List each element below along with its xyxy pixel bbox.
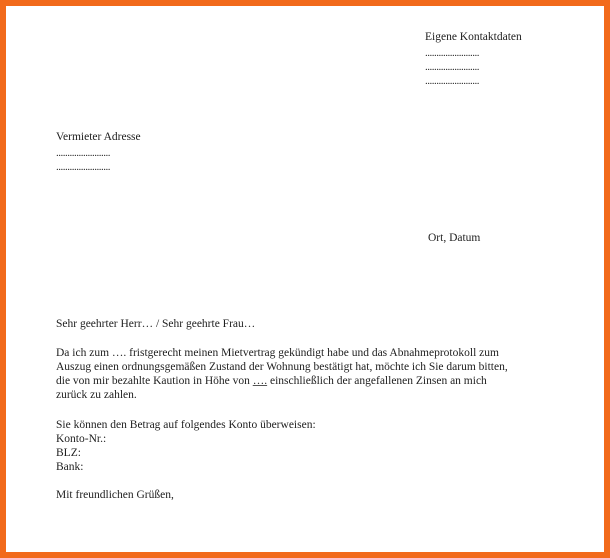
closing: Mit freundlichen Grüßen, xyxy=(56,489,174,501)
deposit-amount-blank: …. xyxy=(252,375,268,387)
account-intro: Sie können den Betrag auf folgendes Konto überweisen: xyxy=(56,419,316,431)
paragraph1-line2: Auszug einen ordnungsgemäßen Zustand der Wohnung bestätigt hat, möchte ich Sie darum bitten, xyxy=(56,361,508,373)
paragraph1-line3-text-c: einschließlich der angefallenen Zinsen an mich xyxy=(267,375,487,387)
letter-page xyxy=(6,6,604,552)
paragraph1-line3 xyxy=(56,374,487,388)
sender-line-3: ........................ xyxy=(425,75,479,87)
paragraph1-line4: zurück zu zahlen. xyxy=(56,389,137,401)
sender-line-1: ........................ xyxy=(425,47,479,59)
place-date: Ort, Datum xyxy=(428,232,481,244)
paragraph1-line3-text-a: die von mir bezahlte Kaution in Höhe von xyxy=(56,375,250,387)
recipient-line-2: ........................ xyxy=(56,161,110,173)
blz-label: BLZ: xyxy=(56,447,81,459)
recipient-heading: Vermieter Adresse xyxy=(56,131,141,143)
paragraph1-line1: Da ich zum …. fristgerecht meinen Mietvertrag gekündigt habe und das Abnahmeprotokoll zum xyxy=(56,347,499,359)
bank-label: Bank: xyxy=(56,461,84,473)
sender-heading: Eigene Kontaktdaten xyxy=(425,31,522,43)
sender-line-2: ........................ xyxy=(425,61,479,73)
salutation: Sehr geehrter Herr… / Sehr geehrte Frau… xyxy=(56,318,256,330)
account-number-label: Konto-Nr.: xyxy=(56,433,107,445)
recipient-line-1: ........................ xyxy=(56,147,110,159)
